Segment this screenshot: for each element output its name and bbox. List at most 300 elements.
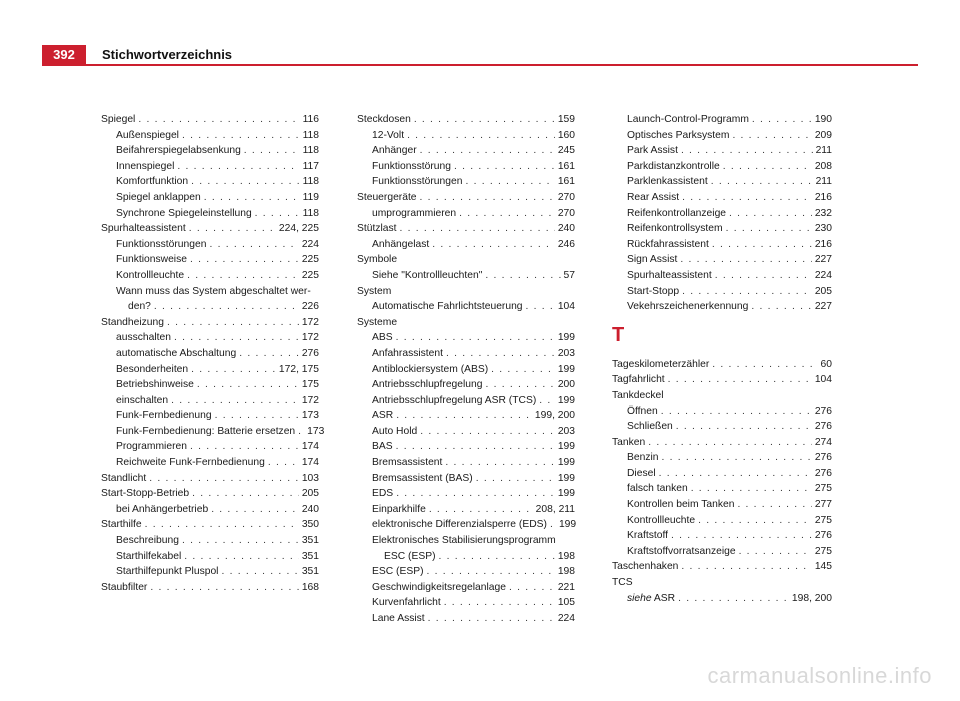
dot-leader xyxy=(182,533,299,549)
dot-leader xyxy=(678,591,789,607)
index-subentry xyxy=(612,404,832,420)
dot-leader xyxy=(550,517,556,533)
index-subentry xyxy=(101,502,319,518)
index-subentry xyxy=(357,268,575,284)
dot-leader xyxy=(691,481,812,497)
index-subentry xyxy=(612,299,832,315)
page-reference: 230 xyxy=(814,223,832,235)
entry-label: Innenspiegel xyxy=(116,160,175,172)
dot-leader xyxy=(732,128,811,144)
entry-label: Siehe "Kontrollleuchten" xyxy=(372,269,483,281)
dot-leader xyxy=(190,252,299,268)
entry-label: Symbole xyxy=(357,254,398,266)
dot-leader xyxy=(427,564,555,580)
entry-label: ausschalten xyxy=(116,332,171,344)
entry-label: Kontrollen beim Tanken xyxy=(627,499,735,511)
dot-leader xyxy=(204,190,300,206)
dot-leader xyxy=(182,128,300,144)
entry-label: Funktionsstörungen xyxy=(116,238,207,250)
index-entry xyxy=(612,388,832,404)
page-reference: 351 xyxy=(301,535,319,547)
dot-leader xyxy=(739,544,812,560)
dot-leader xyxy=(174,330,299,346)
dot-leader xyxy=(150,580,298,596)
dot-leader xyxy=(145,517,299,533)
page-reference: 174 xyxy=(301,457,319,469)
index-subentry xyxy=(357,159,575,175)
entry-label: Sign Assist xyxy=(627,254,678,266)
page-reference: 172, 175 xyxy=(278,363,319,375)
dot-leader xyxy=(465,174,554,190)
index-entry xyxy=(101,517,319,533)
entry-label: Synchrone Spiegeleinstellung xyxy=(116,207,252,219)
dot-leader xyxy=(414,112,555,128)
index-entry xyxy=(357,252,575,268)
section-letter: T xyxy=(612,323,625,346)
index-entry xyxy=(101,471,319,487)
index-subentry xyxy=(357,237,575,253)
page-reference: 224 xyxy=(814,269,832,281)
dot-leader xyxy=(526,299,555,315)
entry-label: Steckdosen xyxy=(357,114,411,125)
index-entry xyxy=(612,559,832,575)
index-subentry xyxy=(612,128,832,144)
page-reference: 104 xyxy=(814,374,832,386)
index-subentry xyxy=(357,174,575,190)
page-reference: 103 xyxy=(301,472,319,484)
page-reference: 104 xyxy=(557,301,575,313)
index-subentry xyxy=(612,497,832,513)
entry-label: Standlicht xyxy=(101,472,147,484)
page-reference: 225 xyxy=(301,254,319,266)
dot-leader xyxy=(681,143,813,159)
index-subentry xyxy=(357,362,575,378)
index-subentry xyxy=(357,502,575,518)
index-subentry xyxy=(612,237,832,253)
index-entry xyxy=(357,315,575,331)
page-reference: 203 xyxy=(557,425,575,437)
index-subentry xyxy=(101,159,319,175)
dot-leader xyxy=(244,143,300,159)
dot-leader xyxy=(221,564,298,580)
dot-leader xyxy=(167,315,299,331)
page-reference: 116 xyxy=(302,114,319,125)
page-reference: 227 xyxy=(814,254,832,266)
dot-leader xyxy=(192,486,299,502)
entry-label: Steuergeräte xyxy=(357,191,417,203)
entry-label: Öffnen xyxy=(627,405,658,417)
entry-label: Kraftstoff xyxy=(627,530,669,542)
page-reference: 275 xyxy=(814,514,832,526)
entry-label: Systeme xyxy=(357,316,398,328)
dot-leader xyxy=(726,221,812,237)
entry-label: Beschreibung xyxy=(116,535,179,547)
entry-label: Bremsassistent xyxy=(372,457,443,469)
dot-leader xyxy=(712,357,817,373)
dot-leader xyxy=(420,143,555,159)
entry-label: Diesel xyxy=(627,467,656,479)
index-subentry xyxy=(101,533,319,549)
index-entry xyxy=(612,357,832,373)
page-reference: 224 xyxy=(301,238,319,250)
entry-label: einschalten xyxy=(116,394,169,406)
page-reference: 351 xyxy=(301,566,319,578)
index-entry xyxy=(101,112,319,128)
index-subentry xyxy=(357,393,575,409)
page-reference: 198 xyxy=(557,550,575,562)
page-reference: 200 xyxy=(557,379,575,391)
dot-leader xyxy=(154,299,299,315)
index-subentry xyxy=(612,112,832,128)
entry-label: Funk-Fernbedienung: Batterie ersetzen xyxy=(116,425,296,437)
entry-label: ESC (ESP) xyxy=(372,566,424,578)
index-subentry xyxy=(101,252,319,268)
page-reference: 57 xyxy=(563,269,575,281)
dot-leader xyxy=(712,237,812,253)
header-rule xyxy=(42,64,918,66)
entry-label: System xyxy=(357,285,392,297)
entry-label: Staubfilter xyxy=(101,581,148,593)
page-reference: 117 xyxy=(302,160,319,172)
entry-label: Parkdistanzkontrolle xyxy=(627,160,720,172)
entry-label: Parklenkassistent xyxy=(627,176,708,188)
index-entry xyxy=(357,284,575,300)
index-subentry xyxy=(101,206,319,222)
page-reference: 216 xyxy=(814,238,832,250)
page-reference: 172 xyxy=(301,394,319,406)
entry-label: Programmieren xyxy=(116,441,187,453)
index-subentry xyxy=(101,346,319,362)
page-reference: 209 xyxy=(814,129,832,141)
dot-leader xyxy=(711,174,813,190)
page-reference: 173 xyxy=(307,425,325,437)
index-subentry xyxy=(357,408,575,424)
page-reference: 198, 200 xyxy=(791,592,832,604)
entry-label: Standheizung xyxy=(101,316,164,328)
page-reference: 224 xyxy=(557,613,575,624)
entry-label: Schließen xyxy=(627,421,673,433)
index-subentry xyxy=(101,564,319,580)
page-reference: 205 xyxy=(814,285,832,297)
page-reference: 203 xyxy=(557,347,575,359)
dot-leader xyxy=(661,450,811,466)
page-reference: 227 xyxy=(814,301,832,313)
dot-leader xyxy=(171,393,299,409)
dot-leader xyxy=(428,611,555,627)
index-subentry xyxy=(612,591,832,607)
dot-leader xyxy=(751,299,811,315)
entry-label: Außenspiegel xyxy=(116,129,179,141)
entry-label: Anfahrassistent xyxy=(372,347,443,359)
index-subentry xyxy=(357,533,575,564)
index-entry xyxy=(612,575,832,591)
page-reference: 276 xyxy=(814,421,832,433)
entry-label xyxy=(627,591,675,607)
index-subentry xyxy=(101,455,319,471)
page-reference: 159 xyxy=(557,114,575,125)
page-reference: 211 xyxy=(815,145,832,157)
page-reference: 211 xyxy=(815,176,832,188)
entry-label: Starthilfekabel xyxy=(116,550,182,562)
dot-leader xyxy=(671,528,812,544)
index-column-2 xyxy=(357,112,575,627)
page-reference: 276 xyxy=(814,452,832,464)
dot-leader xyxy=(509,580,555,596)
index-subentry xyxy=(612,450,832,466)
index-entry xyxy=(101,486,319,502)
dot-leader xyxy=(298,424,304,440)
entry-label: Vekehrszeichenerkennung xyxy=(627,301,749,313)
page-reference: 161 xyxy=(557,160,575,172)
entry-label: Anhängelast xyxy=(372,238,430,250)
page-reference: 277 xyxy=(814,499,832,511)
dot-leader xyxy=(189,221,276,237)
page-reference: 174 xyxy=(301,441,319,453)
entry-label: Antiblockiersystem (ABS) xyxy=(372,363,489,375)
index-subentry xyxy=(612,206,832,222)
entry-label: Reifenkontrollsystem xyxy=(627,223,723,235)
page-reference: 175 xyxy=(301,379,319,391)
page-reference: 118 xyxy=(302,176,319,188)
page-reference: 145 xyxy=(814,561,832,573)
entry-label: Kraftstoffvorratsanzeige xyxy=(627,545,736,557)
entry-label: Antriebsschlupfregelung xyxy=(372,379,483,391)
index-subentry xyxy=(357,330,575,346)
dot-leader xyxy=(184,549,299,565)
index-subentry xyxy=(612,544,832,560)
dot-leader xyxy=(680,252,811,268)
entry-label: Kontrollleuchte xyxy=(116,269,185,281)
index-subentry xyxy=(612,466,832,482)
page-number: 392 xyxy=(42,45,86,65)
index-subentry xyxy=(612,159,832,175)
page-reference: 240 xyxy=(557,223,575,235)
index-subentry xyxy=(101,284,319,315)
page-reference: 190 xyxy=(814,114,832,125)
dot-leader xyxy=(190,439,299,455)
entry-label: Spiegel anklappen xyxy=(116,191,201,203)
dot-leader xyxy=(239,346,299,362)
index-subentry xyxy=(101,393,319,409)
page-reference: 275 xyxy=(814,483,832,495)
entry-label: Tanken xyxy=(612,436,646,448)
page-reference: 199, 200 xyxy=(534,410,575,422)
page-reference: 274 xyxy=(814,436,832,448)
watermark: carmanualsonline.info xyxy=(707,663,932,688)
page-reference: 199 xyxy=(557,363,575,375)
page-reference: 161 xyxy=(557,176,575,188)
page-reference: 224, 225 xyxy=(278,223,319,235)
entry-label: Automatische Fahrlichtsteuerung xyxy=(372,301,523,313)
entry-label: Launch-Control-Programm xyxy=(627,114,749,125)
entry-label: Rear Assist xyxy=(627,191,680,203)
entry-label: falsch tanken xyxy=(627,483,688,495)
page-reference: 105 xyxy=(557,597,575,609)
index-subentry xyxy=(101,174,319,190)
dot-leader xyxy=(138,112,299,128)
page-reference: 240 xyxy=(301,503,319,515)
index-subentry xyxy=(357,595,575,611)
dot-leader xyxy=(661,404,812,420)
index-subentry xyxy=(101,190,319,206)
dot-leader xyxy=(476,471,555,487)
entry-label: Auto Hold xyxy=(372,425,418,437)
dot-leader xyxy=(191,174,299,190)
index-subentry xyxy=(357,486,575,502)
dot-leader xyxy=(752,112,812,128)
see-reference: siehe xyxy=(627,592,652,604)
entry-label: Start-Stopp xyxy=(627,285,680,297)
dot-leader xyxy=(485,268,560,284)
dot-leader xyxy=(211,502,299,518)
page-reference: 199 xyxy=(557,488,575,500)
entry-label: Wann muss das System abgeschaltet wer- xyxy=(116,285,311,297)
entry-label: Taschenhaken xyxy=(612,561,679,573)
entry-label: 12-Volt xyxy=(372,129,405,141)
index-subentry xyxy=(612,252,832,268)
entry-label: Start-Stopp-Betrieb xyxy=(101,488,190,500)
index-subentry xyxy=(101,143,319,159)
entry-label: Reifenkontrollanzeige xyxy=(627,207,727,219)
entry-label: Rückfahrassistent xyxy=(627,238,709,250)
dot-leader xyxy=(676,419,812,435)
dot-leader xyxy=(659,466,812,482)
dot-leader xyxy=(215,408,299,424)
entry-label: Starthilfepunkt Pluspol xyxy=(116,566,219,578)
dot-leader xyxy=(723,159,812,175)
entry-label: Reichweite Funk-Fernbedienung xyxy=(116,457,265,469)
page-reference: 276 xyxy=(301,347,319,359)
index-subentry xyxy=(357,424,575,440)
index-subentry xyxy=(612,221,832,237)
entry-label-text: ASR xyxy=(653,592,676,604)
dot-leader xyxy=(491,362,555,378)
dot-leader xyxy=(432,237,555,253)
dot-leader xyxy=(255,206,300,222)
index-entry xyxy=(101,221,319,237)
entry-label: Spurhalteassistent xyxy=(101,223,186,235)
page-reference: 199 xyxy=(557,441,575,453)
index-subentry xyxy=(101,237,319,253)
index-subentry xyxy=(101,408,319,424)
index-subentry xyxy=(357,206,575,222)
dot-leader xyxy=(149,471,299,487)
dot-leader xyxy=(682,284,812,300)
index-subentry xyxy=(357,471,575,487)
page-reference: 350 xyxy=(301,519,319,531)
index-subentry xyxy=(612,190,832,206)
dot-leader xyxy=(268,455,299,471)
entry-label: Anhänger xyxy=(372,145,417,157)
entry-label: Geschwindigkeitsregelanlage xyxy=(372,581,506,593)
entry-label: Tageskilometerzähler xyxy=(612,358,710,370)
index-entry xyxy=(357,221,575,237)
entry-label: Funktionsstörung xyxy=(372,160,451,172)
page-reference: 160 xyxy=(557,129,575,141)
index-subentry xyxy=(612,174,832,190)
dot-leader xyxy=(698,513,812,529)
entry-label: Antriebsschlupfregelung ASR (TCS) xyxy=(372,394,537,406)
index-subentry xyxy=(357,299,575,315)
entry-label: bei Anhängerbetrieb xyxy=(116,503,209,515)
page-reference: 276 xyxy=(814,405,832,417)
entry-label: Spurhalteassistent xyxy=(627,269,712,281)
index-subentry xyxy=(357,346,575,362)
page-reference: 276 xyxy=(814,467,832,479)
entry-label: Kurvenfahrlicht xyxy=(372,597,441,609)
page-reference: 245 xyxy=(557,145,575,157)
index-subentry xyxy=(612,481,832,497)
entry-label: Beifahrerspiegelabsenkung xyxy=(116,145,241,157)
dot-leader xyxy=(681,559,811,575)
page-reference: 208, 211 xyxy=(535,503,575,515)
entry-label: Funktionsstörungen xyxy=(372,176,463,188)
index-subentry xyxy=(357,439,575,455)
page-title: Stichwortverzeichnis xyxy=(102,47,233,62)
index-subentry xyxy=(357,377,575,393)
entry-label: Optisches Parksystem xyxy=(627,129,730,141)
dot-leader xyxy=(682,190,812,206)
index-subentry xyxy=(357,580,575,596)
index-subentry xyxy=(357,455,575,471)
page-reference: 199 xyxy=(557,394,575,406)
page-reference: 351 xyxy=(301,550,319,562)
dot-leader xyxy=(459,206,555,222)
index-subentry xyxy=(101,549,319,565)
index-subentry xyxy=(357,611,575,627)
page-reference: 168 xyxy=(301,581,319,593)
index-entry xyxy=(357,112,575,128)
index-subentry xyxy=(357,517,575,533)
page-reference: 246 xyxy=(557,238,575,250)
dot-leader xyxy=(445,455,554,471)
entry-label: EDS xyxy=(372,488,394,500)
dot-leader xyxy=(420,190,555,206)
dot-leader xyxy=(191,362,276,378)
page-reference: 276 xyxy=(814,530,832,542)
index-subentry xyxy=(612,419,832,435)
entry-label: Elektronisches Stabilisierungsprogramm xyxy=(372,535,556,547)
page-reference: 172 xyxy=(301,332,319,344)
index-subentry xyxy=(101,128,319,144)
entry-label: Einparkhilfe xyxy=(372,503,426,515)
index-subentry xyxy=(612,528,832,544)
dot-leader xyxy=(420,424,555,440)
index-entry xyxy=(357,190,575,206)
index-subentry xyxy=(612,268,832,284)
index-subentry xyxy=(101,330,319,346)
dot-leader xyxy=(485,377,554,393)
page-reference: 225 xyxy=(301,269,319,281)
entry-label: Tagfahrlicht xyxy=(612,374,665,386)
index-subentry xyxy=(101,362,319,378)
entry-label: Funk-Fernbedienung xyxy=(116,410,212,422)
index-subentry xyxy=(101,268,319,284)
entry-label: Park Assist xyxy=(627,145,678,157)
index-subentry xyxy=(357,564,575,580)
index-entry xyxy=(612,435,832,451)
entry-label-continuation: ESC (ESP) xyxy=(384,550,436,562)
index-subentry xyxy=(101,424,325,440)
page-reference: 199 xyxy=(557,332,575,344)
dot-leader xyxy=(197,377,299,393)
entry-label: Betriebshinweise xyxy=(116,379,194,391)
entry-label: elektronische Differenzialsperre (EDS) xyxy=(372,519,547,531)
index-entry xyxy=(101,315,319,331)
page-reference: 118 xyxy=(302,207,319,219)
dot-leader xyxy=(396,408,532,424)
dot-leader xyxy=(444,595,555,611)
